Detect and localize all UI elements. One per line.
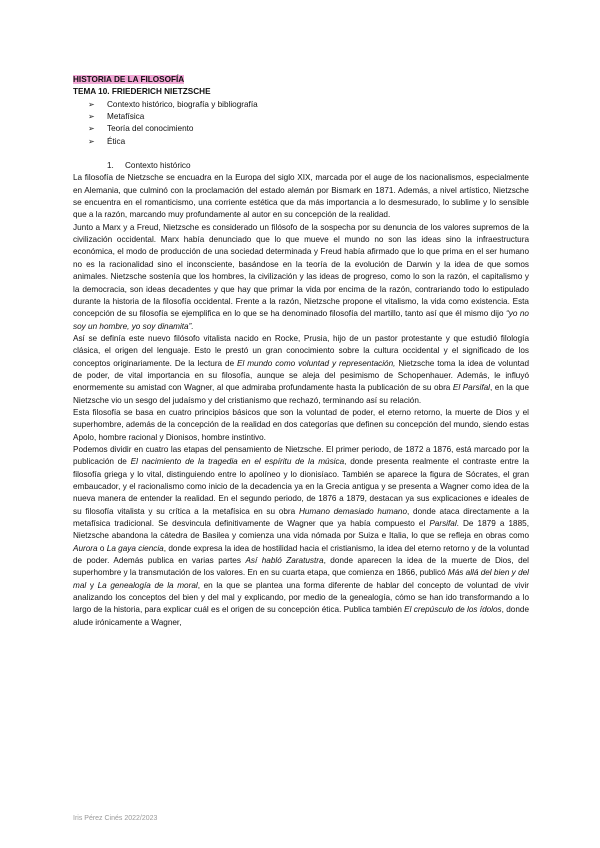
paragraph: Junto a Marx y a Freud, Nietzsche es considerado un filósofo de la sospecha por su denuncia de los valores supremos de la civilización occidental. Marx había denunciado que lo que mueve el mundo no son las ideas sino la infraestructura económica, el modo de producción de una sociedad determinada y Freud había afirmado que lo que prima en el ser humano no es la racionalidad sino el inconsciente, basándose en la teoría de la evolución de Darwin y la idea de que somos animales. Nietzsche sostenía que los hombres, la civilización y las ideas de progreso, como lo son la razón, el capitalismo y la democracia, son ideas decadentes y que hay que primar la vida por encima de la razón, contrariando todo lo estipulado durante la historia de la filosofía occidental. Frente a la razón, Nietzsche propone el vitalismo, la vida como existencia. Esta concepción de su filosofía se ejemplifica en lo que se ha denominado filosofía del martillo, tanto así que él mismo dijo “yo no soy un hombre, yo soy dinamita”. xyxy=(73,222,529,331)
toc-item: ➢ Ética xyxy=(73,136,529,148)
book-title: El crepúsculo de los ídolos xyxy=(404,605,502,615)
paragraph: Esta filosofía se basa en cuatro principios básicos que son la voluntad de poder, el eterno retorno, la muerte de Dios y el superhombre, además de la concepción de la realidad en dos categorías que definen su concepción del mundo, siendo estas Apolo, hombre racional y Dionisos, hombre instintivo. xyxy=(73,407,529,442)
paragraph: La filosofía de Nietzsche se encuadra en la Europa del siglo XIX, marcada por el auge de los nacionalismos, especialmente en Alemania, que culminó con la proclamación del estado alemán por Bismark en 1871. Además, a nivel artístico, Nietzsche se encuentra en el romanticismo, una corriente estética que da más importancia a lo desmesurado, lo sublime y lo sensible que a la razón, marcando muy profundamente al autor en su concepción de la realidad. xyxy=(73,173,529,220)
section-title: Contexto histórico xyxy=(125,161,191,171)
toc-item: ➢ Contexto histórico, biografía y bibliografía xyxy=(73,99,529,111)
table-of-contents xyxy=(73,99,529,148)
topic-title: TEMA 10. FRIEDERICH NIETZSCHE xyxy=(73,87,211,97)
arrow-bullet-icon: ➢ xyxy=(88,99,95,109)
book-title: El nacimiento de la tragedia en el espíritu de la música xyxy=(130,457,345,467)
book-title: Humano demasiado humano xyxy=(298,506,407,516)
section-heading xyxy=(73,160,529,172)
book-title: La genealogía de la moral xyxy=(97,580,198,590)
footer-author: Iris Pérez Cinés 2022/2023 xyxy=(73,815,158,822)
paragraph: Así se definía este nuevo filósofo vitalista nacido en Rocke, Prusia, hijo de un pastor protestante y que estudió filología clásica, el origen del lenguaje. Esto le prestó un gran conocimiento sobre la cultura occidental y el significado de los conceptos originariamente. De la lectura de El mundo como voluntad y representación, Nietzsche toma la idea de voluntad de poder, de vital importancia en su filosofía, aunque se aleja del pesimismo de Schopenhauer. Además, le influyó enormemente su amistad con Wagner, al que admiraba profundamente hasta la publicación de su obra El Parsifal, en la que Nietzsche vio un sesgo del judaísmo y del cristianismo que rechazó, terminando así su relación. xyxy=(73,333,530,405)
document-body xyxy=(73,74,529,629)
arrow-bullet-icon: ➢ xyxy=(88,112,95,122)
book-title: El Parsifal xyxy=(452,383,490,393)
arrow-bullet-icon: ➢ xyxy=(88,136,95,146)
book-title: Así habló Zaratustra xyxy=(245,556,324,566)
book-title: El mundo como voluntad y representación, xyxy=(237,358,396,368)
arrow-bullet-icon: ➢ xyxy=(88,124,95,134)
quote: “yo no soy un hombre, yo soy dinamita”. xyxy=(73,309,529,331)
section-number: 1. xyxy=(107,161,114,171)
book-title: Más allá del bien y del mal xyxy=(73,568,529,590)
book-title: La gaya ciencia xyxy=(106,543,164,553)
paragraph: Podemos dividir en cuatro las etapas del pensamiento de Nietzsche. El primer periodo, de 1872 a 1876, está marcado por la publicación de El nacimiento de la tragedia en el espíritu de la música, donde presenta realmente el contraste entre la filosofía griega y lo vital, distinguiendo entre lo apolíneo y lo dionisíaco. También se aparece la figura de Sócrates, el gran embaucador, y el racionalismo como inicio de la decadencia ya en la Grecia antigua y se presenta a Wagner como idea de la nueva manera de entender la realidad. En el segundo periodo, de 1876 a 1879, destacan ya sus explicaciones e ideales de su filosofía vitalista y su crítica a la metafísica en su obra Humano demasiado humano, donde ataca directamente a la metafísica tradicional. Se desvincula definitivamente de Wagner que ya había compuesto el Parsifal. De 1879 a 1885, Nietzsche abandona la cátedra de Basilea y comienza una vida nómada por Suiza e Italia, lo que se refleja en obras como Aurora o La gaya ciencia, donde expresa la idea de hostilidad hacia el cristianismo, la idea del eterno retorno y de la voluntad de poder. Además publica en varias partes Así habló Zaratustra, donde aparecen la idea de la muerte de Dios, del superhombre y la transmutación de los valores. En en su cuarta etapa, que comienza en 1866, publicó Más allá del bien y del mal y La genealogía de la moral, en la que se plantea una forma diferente de hablar del concepto de voluntad de vivir analizando los conceptos del bien y del mal y explicando, por medio de la genealogía, cómo se han ido transformando a lo largo de la historia, para explicar cuál es el origen de su concepción ética. Publica también El crepúsculo de los ídolos, donde alude irónicamente a Wagner, xyxy=(73,444,530,627)
toc-item: ➢ Teoría del conocimiento xyxy=(73,123,529,135)
book-title: Parsifal xyxy=(429,519,457,529)
book-title: Aurora xyxy=(73,543,98,553)
course-title: HISTORIA DE LA FILOSOFÍA xyxy=(73,75,185,84)
toc-item: ➢ Metafísica xyxy=(73,111,529,123)
